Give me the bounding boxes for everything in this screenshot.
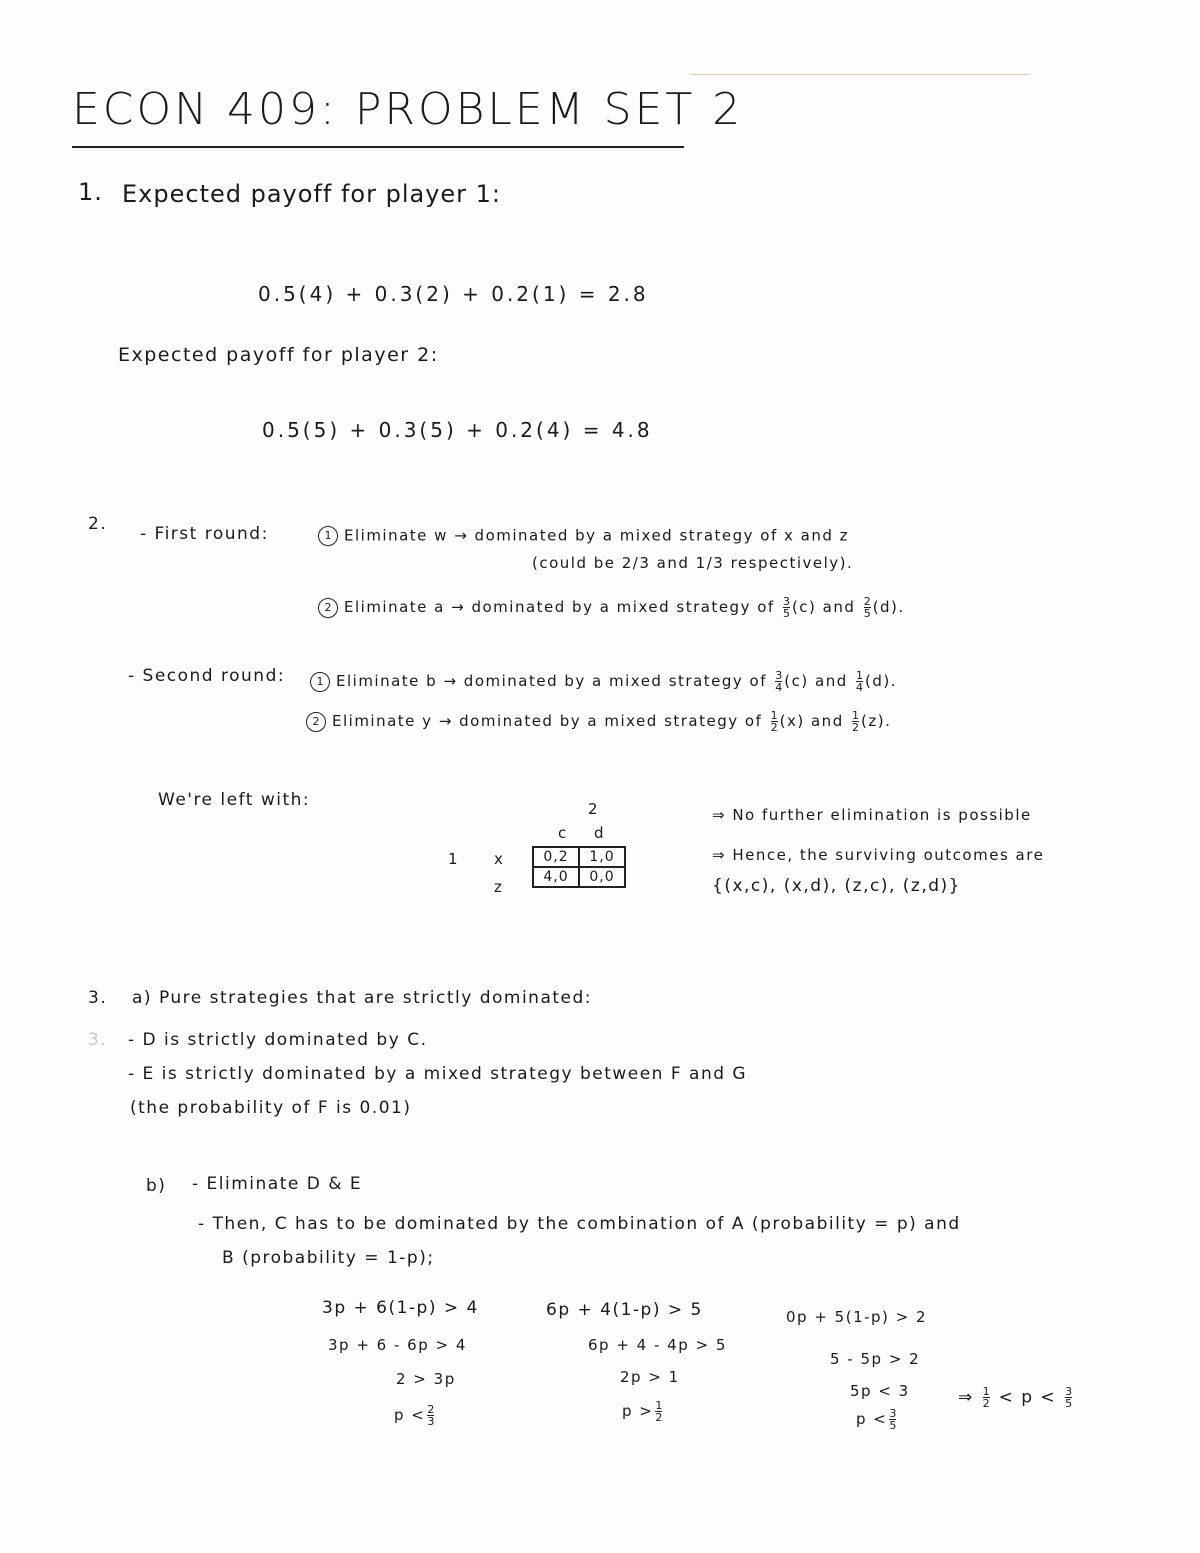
fraction: $\frac{1}{4}$ (856, 669, 864, 694)
q3-a-line2: - E is strictly dominated by a mixed strategy between F and G (128, 1064, 748, 1084)
q3-col1-line3: 2 > 3p (396, 1370, 456, 1388)
q3-number: 3. (88, 988, 108, 1008)
q2-first-round-step1-text: Eliminate w → dominated by a mixed strategy of x and z (344, 526, 850, 545)
q3-ghost-number: 3. (88, 1030, 108, 1050)
matrix-row (533, 867, 625, 887)
page-title: ECON 409: PROBLEM SET 2 (72, 84, 744, 135)
step-number-circle: 2 (318, 598, 338, 618)
fraction: $\frac{1}{2}$ (982, 1385, 990, 1410)
matrix-cell: 1,0 (579, 847, 625, 867)
q2-first-round-step2-text: Eliminate a → dominated by a mixed strategy of (344, 598, 775, 616)
fraction: $\frac{2}{3}$ (427, 1403, 435, 1428)
fraction: $\frac{3}{4}$ (775, 669, 783, 694)
fraction: $\frac{3}{5}$ (782, 595, 790, 620)
q1-heading-player1: Expected payoff for player 1: (122, 180, 502, 208)
q2-second-round-step1: 1 Eliminate b → dominated by a mixed strategy of $\frac{3}{4}$ (c) and $\frac{1}{4}$ (d). (310, 670, 897, 693)
q2-second-round-step2-text: Eliminate y → dominated by a mixed strategy of (332, 712, 763, 730)
fraction: $\frac{1}{2}$ (655, 1399, 663, 1424)
q2-left-with: We're left with: (158, 790, 311, 810)
step-number-circle: 1 (310, 672, 330, 692)
q2-number: 2. (88, 514, 108, 534)
matrix-player-col-label: 2 (588, 800, 600, 818)
q3-col2-line2: 6p + 4 - 4p > 5 (588, 1336, 727, 1354)
q3-col2-line3: 2p > 1 (620, 1368, 680, 1386)
matrix-cell: 0,2 (533, 847, 579, 867)
q2-first-round-step2: 2 Eliminate a → dominated by a mixed strategy of $\frac{3}{5}$ (c) and $\frac{2}{5}$ (d). (318, 596, 905, 619)
q3-col1-line2: 3p + 6 - 6p > 4 (328, 1336, 467, 1354)
q3-col1-result: p < $\frac{2}{3}$ (394, 1403, 435, 1428)
fraction: $\frac{2}{5}$ (863, 595, 871, 620)
q3-col2-line1: 6p + 4(1-p) > 5 (546, 1300, 703, 1320)
q3-part-a-heading: a) Pure strategies that are strictly dominated: (132, 988, 593, 1008)
fraction: $\frac{3}{5}$ (889, 1407, 897, 1432)
q3-col3-line2: 5 - 5p > 2 (830, 1350, 921, 1368)
matrix-player-row-label: 1 (448, 850, 460, 868)
q2-first-round-label: - First round: (140, 524, 269, 544)
q3-b-line1: - Eliminate D & E (192, 1174, 363, 1194)
q3-col3-line1: 0p + 5(1-p) > 2 (786, 1308, 928, 1326)
step-number-circle: 1 (318, 526, 338, 546)
matrix-row-label-z: z (494, 878, 504, 896)
q2-first-round-step1-cont: (could be 2/3 and 1/3 respectively). (532, 554, 854, 572)
q2-note-no-further: ⇒ No further elimination is possible (712, 806, 1032, 824)
q3-col1-line1: 3p + 6(1-p) > 4 (322, 1298, 479, 1318)
q1-heading-player2: Expected payoff for player 2: (118, 344, 439, 366)
q3-b-line2: - Then, C has to be dominated by the combination of A (probability = p) and (198, 1214, 961, 1234)
q2-first-round-step1 (318, 526, 849, 546)
step-number-circle: 2 (306, 712, 326, 732)
q3-col3-line3: 5p < 3 (850, 1382, 910, 1400)
q2-second-round-step1-text: Eliminate b → dominated by a mixed strategy of (336, 672, 767, 690)
matrix-col-label-c: c (558, 824, 568, 842)
title-underline (72, 146, 684, 148)
q2-second-round-step2: 2 Eliminate y → dominated by a mixed strategy of $\frac{1}{2}$ (x) and $\frac{1}{2}$ (z). (306, 710, 891, 733)
q3-part-b-label: b) (146, 1176, 167, 1196)
q3-col2-result: p > $\frac{1}{2}$ (622, 1399, 663, 1424)
payoff-matrix (532, 846, 626, 888)
implies-arrow-icon: ⇒ (958, 1387, 974, 1408)
q3-col3-result: p < $\frac{3}{5}$ (856, 1407, 897, 1432)
q1-equation-player2: 0.5(5) + 0.3(5) + 0.2(4) = 4.8 (262, 418, 653, 442)
fraction: $\frac{1}{2}$ (770, 709, 778, 734)
q3-a-line3: (the probability of F is 0.01) (130, 1098, 412, 1118)
q1-number: 1. (78, 178, 103, 206)
q3-a-line1: - D is strictly dominated by C. (128, 1030, 428, 1050)
q3-b-line3: B (probability = 1-p); (222, 1248, 435, 1268)
matrix-col-label-d: d (594, 824, 606, 842)
paper-edge-line (690, 74, 1030, 75)
q2-surviving-outcomes: {(x,c), (x,d), (z,c), (z,d)} (712, 876, 961, 896)
matrix-row-label-x: x (494, 850, 505, 868)
matrix-row (533, 847, 625, 867)
q1-equation-player1: 0.5(4) + 0.3(2) + 0.2(1) = 2.8 (258, 282, 649, 306)
q2-second-round-label: - Second round: (128, 666, 286, 686)
matrix-cell: 4,0 (533, 867, 579, 887)
fraction: $\frac{1}{2}$ (852, 709, 859, 734)
matrix-cell: 0,0 (579, 867, 625, 887)
q2-note-hence: ⇒ Hence, the surviving outcomes are (712, 846, 1045, 864)
fraction: $\frac{3}{5}$ (1065, 1385, 1073, 1410)
q3-conclusion: ⇒ $\frac{1}{2}$ < p < $\frac{3}{5}$ (958, 1385, 1073, 1410)
